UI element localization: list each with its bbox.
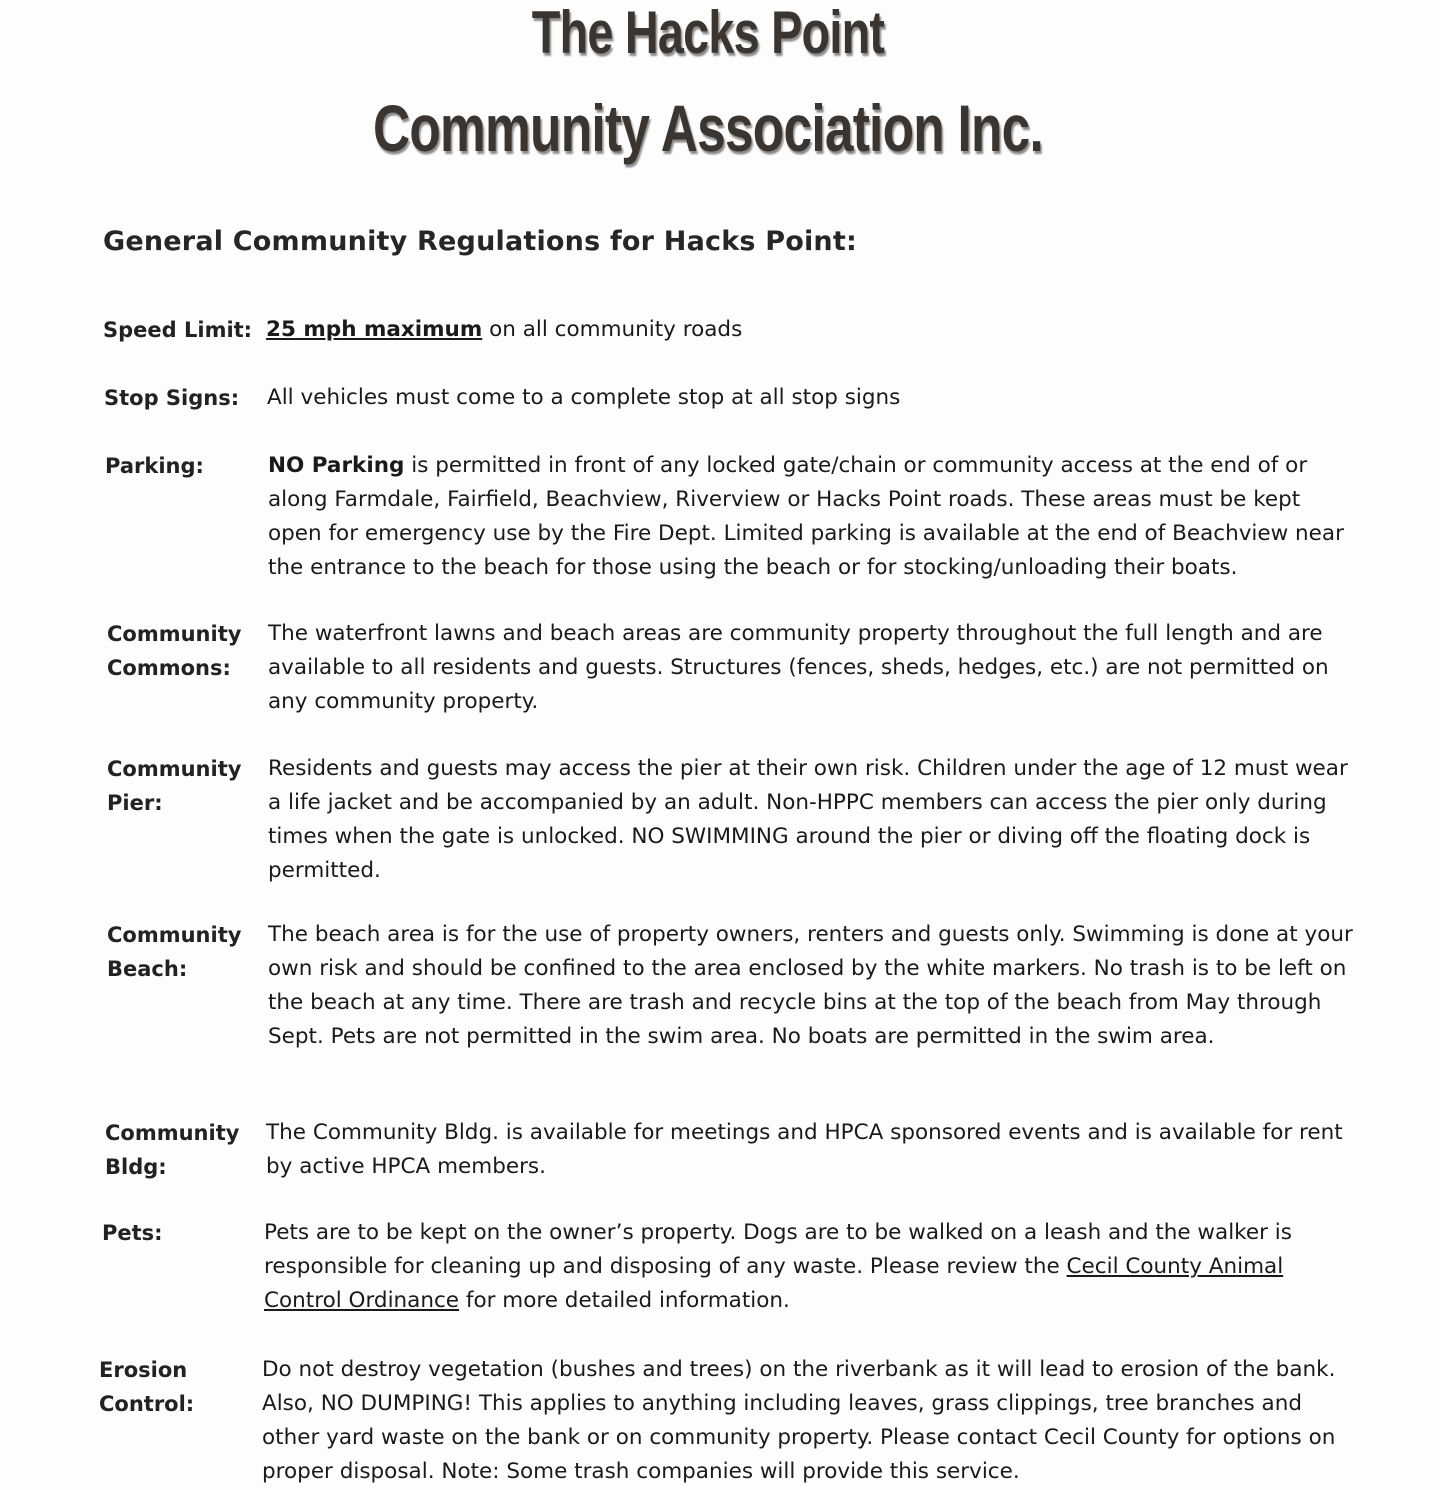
regulation-label: Parking: (105, 454, 204, 478)
association-title-line1: The Hacks Point (531, 0, 885, 66)
regulation-label: Community Bldg: (105, 1121, 240, 1179)
regulation-label: Stop Signs: (104, 386, 240, 410)
animal-control-ordinance-link[interactable]: Cecil County Animal Control Ordinance (264, 1254, 1284, 1313)
section-title: General Community Regulations for Hacks Point: (103, 226, 857, 257)
pets-text-before: Pets are to be kept on the owner’s property. Dogs are to be walked on a leash and the walker is responsible for cleaning up and disposing of any waste. Please review the (264, 1220, 1292, 1279)
regulation-text: The Community Bldg. is available for meetings and HPCA sponsored events and is available for rent by active HPCA members. (266, 1120, 1343, 1179)
regulation-text (268, 449, 1353, 585)
regulation-label: Speed Limit: (103, 318, 253, 342)
parking-emphasis: NO Parking (268, 453, 405, 478)
regulation-label: Erosion Control: (99, 1358, 195, 1416)
regulation-label: Pets: (102, 1221, 163, 1245)
regulation-label: Community Pier: (107, 757, 242, 815)
speed-limit-emphasis: 25 mph maximum (266, 317, 483, 342)
regulation-text: All vehicles must come to a complete stop at all stop signs (267, 385, 901, 410)
pets-text-after: for more detailed information. (459, 1288, 790, 1313)
regulation-text: Residents and guests may access the pier at their own risk. Children under the age of 12 must wear a life jacket and be accompanied by an adult. Non-HPPC members can access the pier only during times when the gate is unlocked. NO SWIMMING around the pier or diving off the floating dock is permitted. (268, 756, 1348, 883)
parking-rest: is permitted in front of any locked gate/chain or community access at the end of or along Farmdale, Fairfield, Beachview, Riverview or Hacks Point roads. These areas must be kept open for emergency use by the Fire Dept. Limited parking is available at the end of Beachview near the entrance to the beach for those using the beach or for stocking/unloading their boats. (268, 453, 1344, 580)
regulation-text: Do not destroy vegetation (bushes and trees) on the riverbank as it will lead to erosion of the bank. Also, NO DUMPING! This applies to anything including leaves, grass clippings, tree branches and other yard waste on the bank or on community property. Please contact Cecil County for options on proper disposal. Note: Some trash companies will provide this service. (262, 1357, 1336, 1484)
speed-limit-rest: on all community roads (482, 317, 743, 342)
regulation-text (264, 1216, 1349, 1318)
regulation-label: Community Commons: (107, 622, 242, 680)
regulation-text: The beach area is for the use of property owners, renters and guests only. Swimming is done at your own risk and should be confined to the area enclosed by the white markers. No trash is to be left on the beach at any time. There are trash and recycle bins at the top of the beach from May through Sept. Pets are not permitted in the swim area. No boats are permitted in the swim area. (268, 922, 1353, 1049)
association-title-line2: Community Association Inc. (372, 91, 1044, 165)
regulation-label: Community Beach: (107, 923, 242, 981)
regulation-text (266, 313, 1351, 347)
regulation-text: The waterfront lawns and beach areas are community property throughout the full length and are available to all residents and guests. Structures (fences, sheds, hedges, etc.) are not permitted on any community property. (268, 621, 1329, 714)
